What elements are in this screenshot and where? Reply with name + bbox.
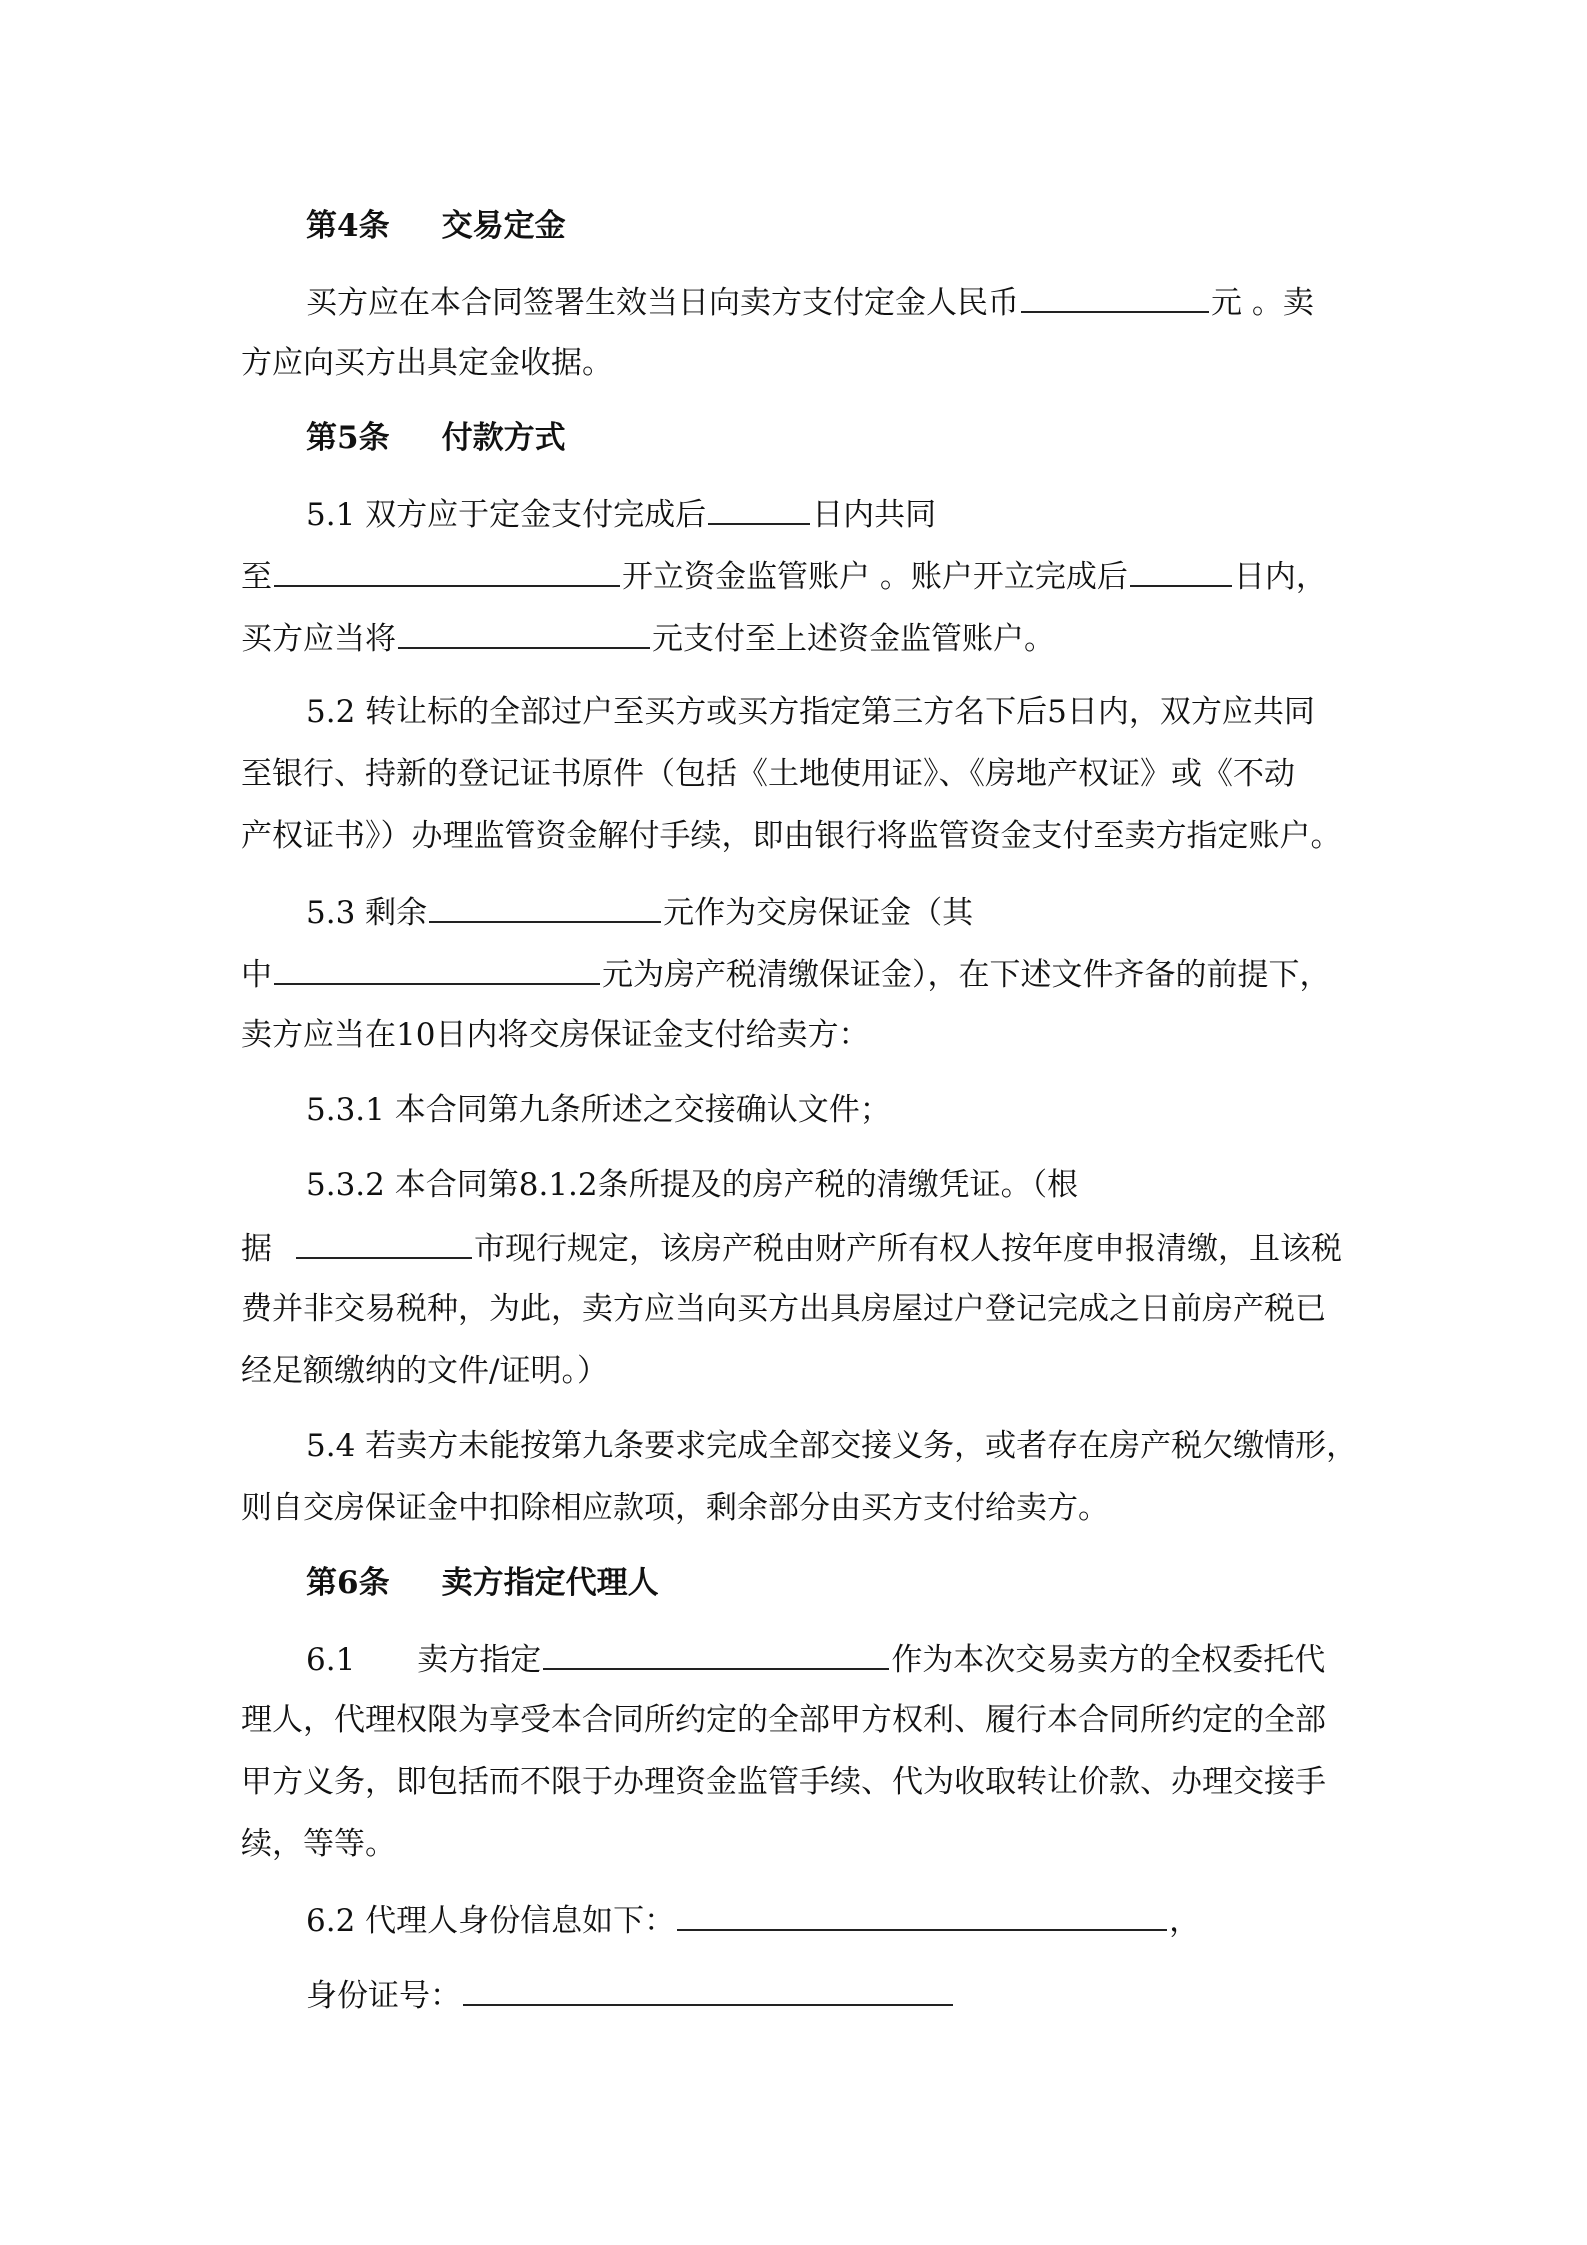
paragraph-line: 甲方义务，即包括而不限于办理资金监管手续、代为收取转让价款、办理交接手 (241, 1764, 1326, 1800)
paragraph-line: 则自交房保证金中扣除相应款项，剩余部分由买方支付给卖方。 (241, 1490, 1109, 1526)
text-span: 中 (241, 957, 272, 993)
paragraph-line (241, 953, 1331, 993)
paragraph-line: 经足额缴纳的文件/证明。） (241, 1353, 608, 1389)
text-span: 元为房产税清缴保证金），在下述文件齐备的前提下， (602, 957, 1331, 993)
text-span: ， (1169, 1903, 1201, 1939)
paragraph-line (306, 891, 973, 931)
text-span: 市现行规定，该房产税由财产所有权人按年度申报清缴，且该税 (474, 1231, 1342, 1267)
paragraph-line: 费并非交易税种，为此，卖方应当向买方出具房屋过户登记完成之日前房产税已 (241, 1291, 1326, 1327)
paragraph-line: 理人，代理权限为享受本合同所约定的全部甲方权利、履行本合同所约定的全部 (241, 1702, 1326, 1738)
text-span: 日内共同 (812, 497, 937, 533)
paragraph-line: 5.4 若卖方未能按第九条要求完成全部交接义务，或者存在房产税欠缴情形， (306, 1428, 1358, 1464)
text-span: 买方应在本合同签署生效当日向卖方支付定金人民币 (306, 285, 1019, 321)
text-span: 至 (241, 559, 272, 595)
text-span: 买方应当将 (241, 621, 396, 657)
remaining-amount-blank[interactable] (429, 891, 661, 923)
article-title: 卖方指定代理人 (441, 1565, 659, 1601)
city-blank[interactable] (296, 1227, 472, 1259)
paragraph-line: 至银行、持新的登记证书原件（包括《土地使用证》、《房地产权证》或《不动 (241, 756, 1295, 792)
paragraph-line: 5.2 转让标的全部过户至买方或买方指定第三方名下后5日内，双方应共同 (306, 694, 1315, 730)
paragraph-line (241, 617, 1055, 657)
article-number: 第4条 (306, 208, 390, 244)
article-4-heading (306, 206, 566, 246)
paragraph-line (306, 493, 936, 533)
bank-name-blank[interactable] (274, 555, 620, 587)
article-6-heading (306, 1563, 659, 1603)
text-span: 元 。卖 (1211, 285, 1314, 321)
paragraph-line (241, 555, 1327, 595)
text-span: 开立资金监管账户 。账户开立完成后 (622, 559, 1128, 595)
paragraph-line: 方应向买方出具定金收据。 (241, 345, 613, 381)
text-span: 日内， (1233, 559, 1327, 595)
paragraph-line (306, 1638, 1325, 1678)
deposit-amount-blank[interactable] (1021, 281, 1209, 313)
paragraph-line: 卖方应当在10日内将交房保证金支付给卖方： (241, 1017, 870, 1053)
paragraph-line: 续，等等。 (241, 1826, 396, 1862)
paragraph-line (306, 281, 1314, 321)
article-title: 交易定金 (441, 208, 566, 244)
days-blank-2[interactable] (1130, 555, 1232, 587)
paragraph-line (306, 1974, 955, 2014)
days-blank-1[interactable] (708, 493, 810, 525)
paragraph-line (306, 1899, 1200, 1939)
id-number-blank[interactable] (463, 1974, 953, 2006)
article-number: 第6条 (306, 1565, 390, 1601)
text-span: 6.2 代理人身份信息如下： (306, 1903, 676, 1939)
agent-info-blank[interactable] (677, 1899, 1167, 1931)
text-span: 身份证号： (306, 1978, 461, 2014)
amount-blank-1[interactable] (398, 617, 650, 649)
article-title: 付款方式 (441, 420, 566, 456)
agent-name-blank[interactable] (543, 1638, 889, 1670)
article-number: 第5条 (306, 420, 390, 456)
paragraph-line (241, 1227, 1342, 1267)
text-span: 元作为交房保证金（其 (663, 895, 974, 931)
text-span: 5.1 双方应于定金支付完成后 (306, 497, 707, 533)
article-5-heading (306, 418, 566, 458)
paragraph-line: 5.3.1 本合同第九条所述之交接确认文件； (306, 1092, 891, 1128)
text-span: 5.3 剩余 (306, 895, 428, 931)
text-span: 6.1 卖方指定 (306, 1642, 542, 1678)
text-span: 据 (241, 1231, 272, 1267)
text-span: 作为本次交易卖方的全权委托代 (891, 1642, 1326, 1678)
paragraph-line: 产权证书》）办理监管资金解付手续，即由银行将监管资金支付至卖方指定账户。 (241, 818, 1342, 854)
tax-deposit-blank[interactable] (274, 953, 600, 985)
text-span: 元支付至上述资金监管账户。 (652, 621, 1055, 657)
paragraph-line: 5.3.2 本合同第8.1.2条所提及的房产税的清缴凭证。（根 (306, 1167, 1079, 1203)
